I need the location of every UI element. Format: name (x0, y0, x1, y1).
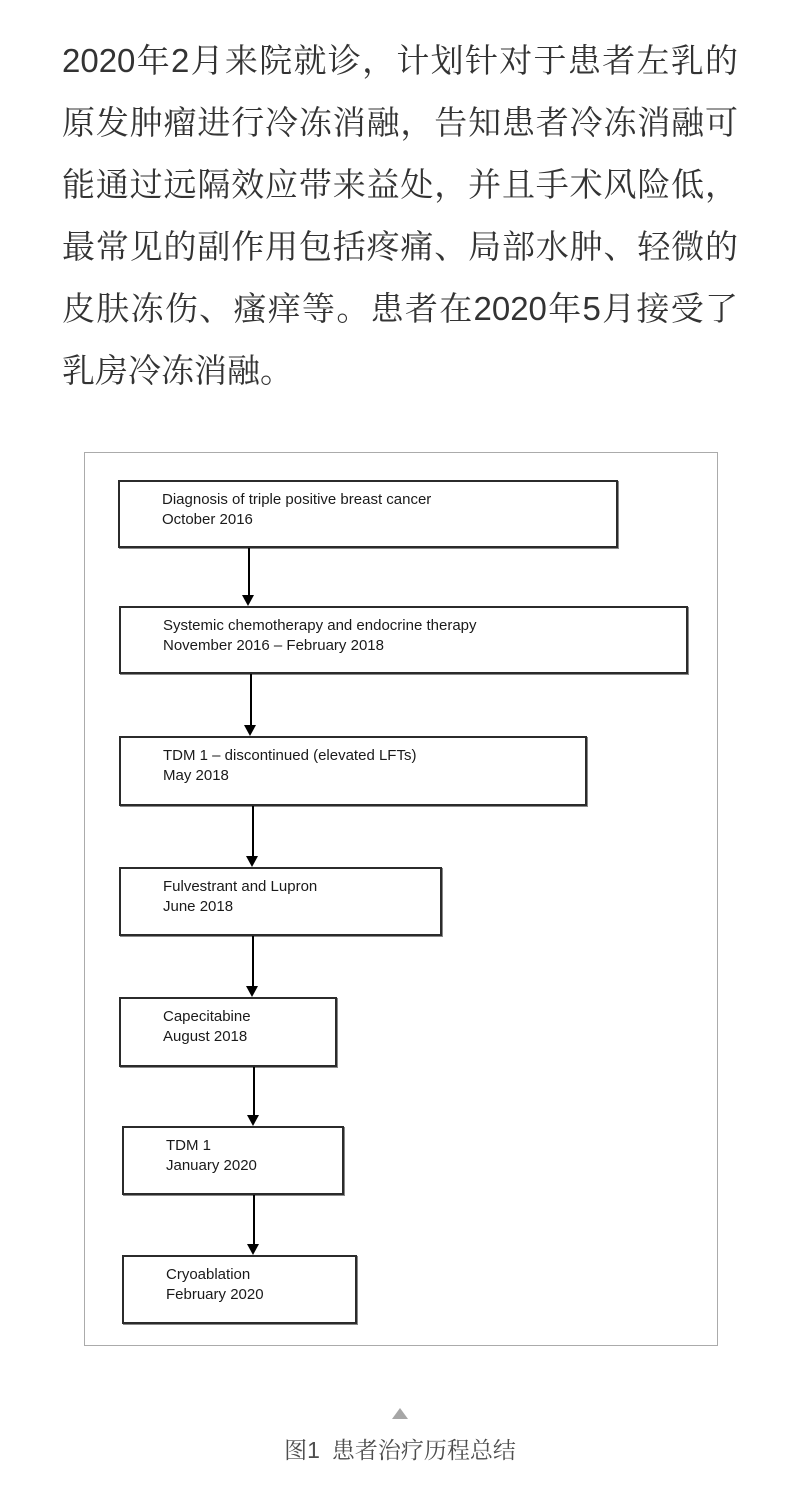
paragraph-line: 最常见的副作用包括疼痛、局部水肿、轻微的 (62, 228, 738, 265)
case-report-paragraph (62, 30, 738, 402)
flow-step-box (122, 1255, 357, 1324)
flow-step-date: May 2018 (163, 767, 229, 784)
paragraph-line: 能通过远隔效应带来益处，并且手术风险低， (62, 166, 738, 203)
arrow-down-icon (248, 548, 250, 597)
flow-step-title: Cryoablation (166, 1266, 251, 1283)
arrow-down-icon (253, 1195, 255, 1246)
flow-step-date: February 2020 (166, 1286, 264, 1303)
flow-step-title: Systemic chemotherapy and endocrine therapy (163, 617, 477, 634)
flow-step-title: Diagnosis of triple positive breast cancer (162, 491, 432, 508)
figure-caption-text: 患者治疗历程总结 (331, 1437, 516, 1463)
arrow-down-head-icon (247, 1244, 259, 1255)
flow-step-title: TDM 1 (166, 1137, 211, 1154)
arrow-down-icon (253, 1067, 255, 1117)
flow-step-date: November 2016 – February 2018 (163, 637, 384, 654)
arrow-down-icon (250, 674, 252, 727)
arrow-down-head-icon (246, 856, 258, 867)
flow-step-box (122, 1126, 344, 1195)
paragraph-line: 乳房冷冻消融。 (62, 352, 293, 389)
flow-step-date: October 2016 (162, 511, 253, 528)
flow-step-date: August 2018 (163, 1028, 248, 1045)
flow-step-title: TDM 1 – discontinued (elevated LFTs) (163, 747, 417, 764)
paragraph-line: 皮肤冻伤、瘙痒等。患者在2020年5月接受了 (62, 290, 738, 327)
arrow-down-head-icon (244, 725, 256, 736)
treatment-flowchart-frame (84, 452, 718, 1346)
arrow-down-head-icon (247, 1115, 259, 1126)
triangle-up-icon (392, 1408, 408, 1419)
flow-step-title: Fulvestrant and Lupron (163, 878, 318, 895)
arrow-down-icon (252, 936, 254, 988)
arrow-down-head-icon (246, 986, 258, 997)
figure-caption (0, 1434, 800, 1466)
arrow-down-icon (252, 806, 254, 858)
flow-step-box (119, 606, 688, 674)
arrow-down-head-icon (242, 595, 254, 606)
paragraph-line: 2020年2月来院就诊，计划针对于患者左乳的 (62, 42, 738, 79)
paragraph-line: 原发肿瘤进行冷冻消融，告知患者冷冻消融可 (62, 104, 738, 141)
flow-step-box (119, 997, 337, 1067)
flow-step-title: Capecitabine (163, 1008, 251, 1025)
flow-step-box (118, 480, 618, 548)
flow-step-box (119, 867, 442, 936)
flow-step-date: June 2018 (163, 898, 234, 915)
flow-step-box (119, 736, 587, 806)
figure-caption-label: 图1 (284, 1437, 320, 1463)
collapse-figure-control[interactable] (0, 1406, 800, 1424)
flow-step-date: January 2020 (166, 1157, 257, 1174)
